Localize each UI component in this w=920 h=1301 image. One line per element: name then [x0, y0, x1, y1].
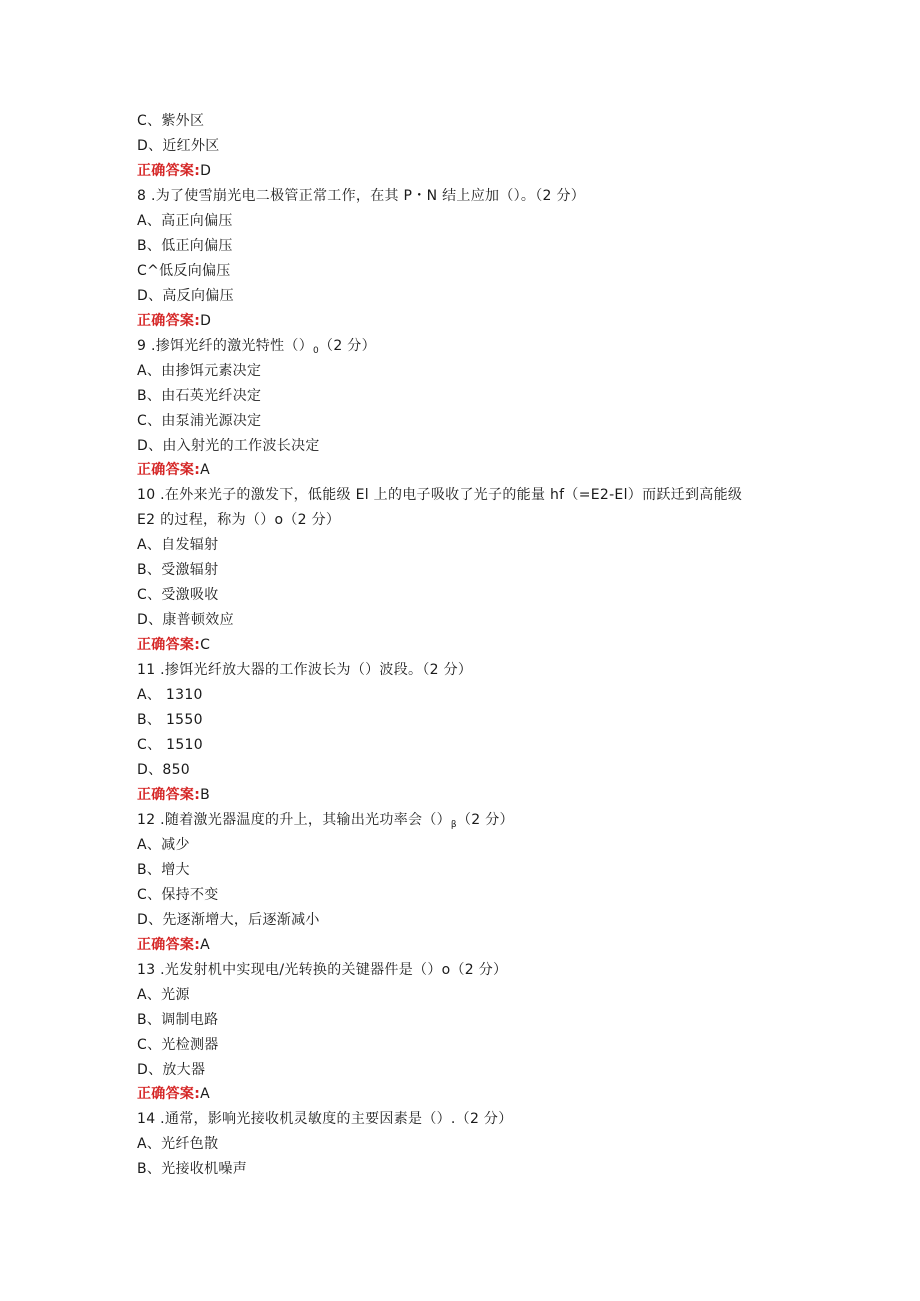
question-content: E2 的过程，称为（）o（2 分） — [137, 512, 341, 529]
correct-answer — [137, 461, 210, 479]
answer-value: A — [200, 462, 210, 479]
question-text — [137, 511, 340, 529]
option-content: C、保持不变 — [137, 886, 219, 903]
answer-value: D — [200, 162, 212, 179]
correct-answer — [137, 936, 210, 954]
option-content: B、受激辐射 — [137, 562, 219, 579]
option-content: D、高反向偏压 — [137, 287, 234, 304]
option-content: C^低反向偏压 — [137, 262, 231, 279]
question-content: 13 .光发射机中实现电/光转换的关键器件是（）o（2 分） — [137, 961, 508, 978]
answer-option — [137, 611, 234, 629]
option-content: D、放大器 — [137, 1061, 206, 1078]
answer-option — [137, 686, 203, 704]
option-content: B、光接收机噪声 — [137, 1161, 248, 1178]
answer-option — [137, 586, 219, 604]
answer-option — [137, 736, 203, 754]
question-content: 12 .随着激光器温度的升上，其输出光功率会（） — [137, 811, 451, 828]
question-text — [137, 1110, 513, 1128]
correct-answer — [137, 786, 210, 804]
question-content: 8 .为了使雪崩光电二极管正常工作，在其 P・N 结上应加（）。（2 分） — [137, 187, 586, 204]
answer-option — [137, 262, 231, 280]
option-content: B、 1550 — [137, 712, 203, 728]
answer-option — [137, 911, 320, 929]
answer-option — [137, 412, 261, 430]
option-content: C、紫外区 — [137, 113, 205, 129]
answer-label: 正确答案: — [137, 1086, 201, 1103]
answer-value: D — [200, 312, 212, 329]
option-content: A、光纤色散 — [137, 1136, 219, 1153]
option-content: A、光源 — [137, 986, 190, 1003]
question-text — [137, 961, 507, 979]
option-content: D、先逐渐增大，后逐渐减小 — [137, 911, 320, 928]
answer-label: 正确答案: — [137, 162, 201, 179]
question-score: （2 分） — [456, 811, 514, 828]
option-content: B、增大 — [137, 861, 190, 878]
question-text — [137, 661, 472, 679]
question-text — [137, 486, 742, 504]
answer-option — [137, 212, 233, 230]
option-content: A、由掺饵元素决定 — [137, 362, 262, 379]
option-content: A、减少 — [137, 836, 190, 853]
option-content: D、由入射光的工作波长决定 — [137, 437, 320, 454]
option-content: D、康普顿效应 — [137, 612, 234, 629]
answer-label: 正确答案: — [137, 637, 201, 654]
question-subscript: β — [450, 819, 457, 830]
question-content: 9 .掺饵光纤的激光特性（） — [137, 337, 314, 354]
answer-option — [137, 287, 234, 305]
option-content: D、近红外区 — [137, 138, 220, 154]
answer-label: 正确答案: — [137, 312, 201, 329]
answer-option — [137, 437, 320, 455]
answer-label: 正确答案: — [137, 462, 201, 479]
answer-value: A — [200, 1086, 210, 1103]
answer-option — [137, 1135, 218, 1153]
answer-option — [137, 1036, 219, 1054]
answer-option — [137, 536, 218, 554]
answer-value: A — [200, 936, 210, 953]
option-content: B、低正向偏压 — [137, 237, 233, 254]
option-content: C、由泵浦光源决定 — [137, 412, 262, 429]
answer-option — [137, 561, 218, 579]
option-content: A、自发辐射 — [137, 537, 219, 554]
option-content: D、850 — [137, 762, 191, 778]
answer-option — [137, 836, 190, 854]
answer-option — [137, 362, 261, 380]
question-subscript: 0 — [313, 345, 320, 356]
answer-value: C — [200, 637, 211, 654]
answer-option — [137, 861, 190, 879]
answer-label: 正确答案: — [137, 936, 201, 953]
answer-option — [137, 1160, 247, 1178]
question-content: 11 .掺饵光纤放大器的工作波长为（）波段。（2 分） — [137, 662, 473, 679]
answer-value: B — [200, 786, 211, 803]
question-text — [137, 337, 376, 360]
correct-answer — [137, 312, 211, 330]
option-content: B、由石英光纤决定 — [137, 387, 262, 404]
option-content: C、光检测器 — [137, 1036, 219, 1053]
answer-option — [137, 1011, 218, 1029]
option-content: A、高正向偏压 — [137, 212, 233, 229]
answer-option — [137, 886, 219, 904]
question-score: （2 分） — [319, 337, 376, 354]
answer-option — [137, 137, 220, 155]
question-text — [137, 811, 514, 834]
answer-option — [137, 986, 190, 1004]
question-content: 10 .在外来光子的激发下，低能级 El 上的电子吸收了光子的能量 hf（=E2-El）而跃迁到高能级 — [137, 487, 743, 504]
question-text — [137, 187, 585, 205]
correct-answer — [137, 162, 211, 180]
correct-answer — [137, 636, 210, 654]
answer-option — [137, 237, 233, 255]
option-content: B、调制电路 — [137, 1011, 219, 1028]
question-content: 14 .通常，影响光接收机灵敏度的主要因素是（）.（2 分） — [137, 1111, 513, 1128]
option-content: C、 1510 — [137, 737, 203, 753]
answer-option — [137, 112, 204, 130]
answer-option — [137, 1061, 205, 1079]
answer-option — [137, 761, 190, 779]
answer-label: 正确答案: — [137, 786, 201, 803]
option-content: A、 1310 — [137, 687, 203, 704]
option-content: C、受激吸收 — [137, 587, 219, 604]
answer-option — [137, 387, 261, 405]
answer-option — [137, 711, 203, 729]
correct-answer — [137, 1085, 210, 1103]
